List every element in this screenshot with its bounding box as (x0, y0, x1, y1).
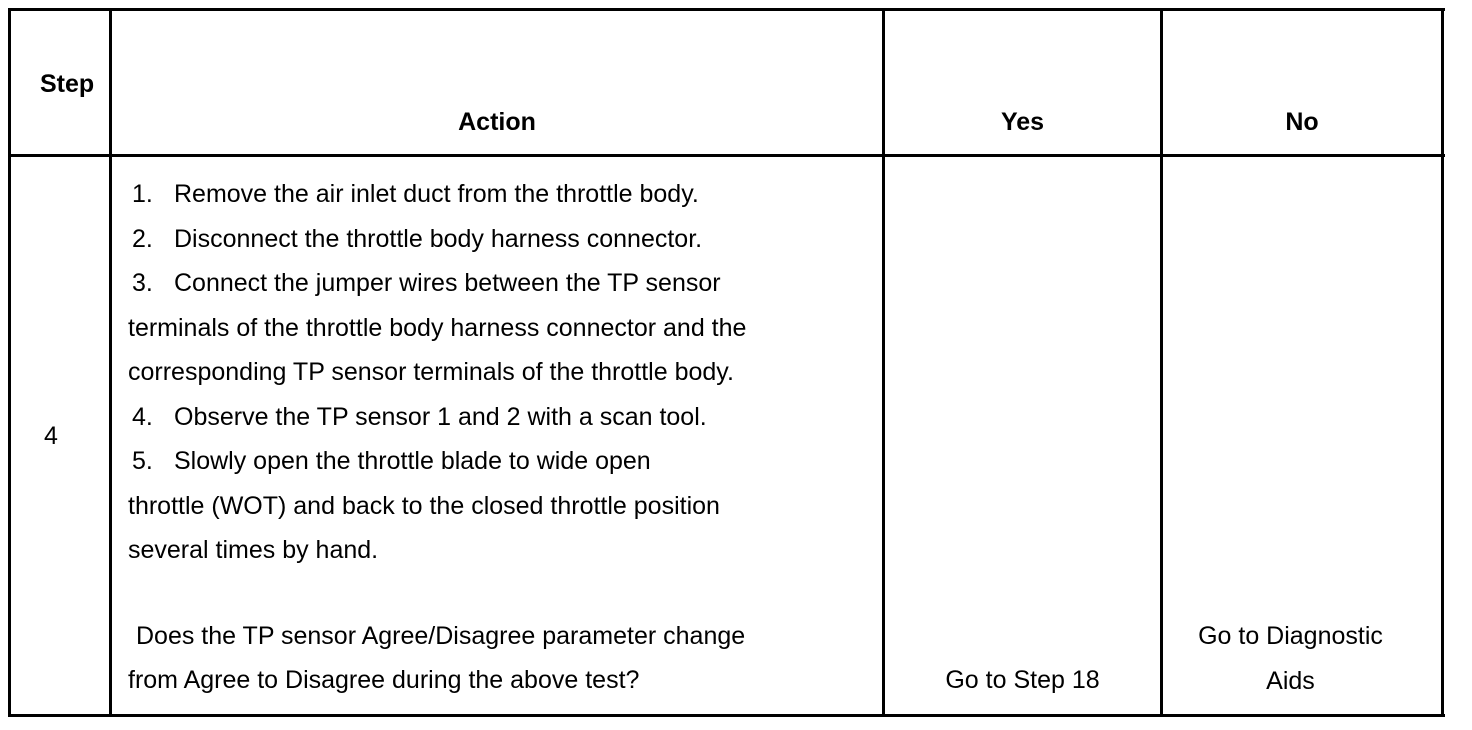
no-result-line-2: Aids (1266, 666, 1315, 695)
question-line-2: from Agree to Disagree during the above test? (128, 666, 640, 694)
table-border-bottom (8, 714, 1445, 717)
header-step: Step (40, 70, 95, 98)
action-line: corresponding TP sensor terminals of the throttle body. (128, 358, 734, 386)
no-result-line-1: Go to Diagnostic (1198, 622, 1383, 650)
table-border-top (8, 8, 1445, 11)
action-line: 4. Observe the TP sensor 1 and 2 with a scan tool. (132, 402, 707, 431)
no-result (1163, 614, 1418, 703)
yes-result: Go to Step 18 (945, 666, 1100, 694)
header-action: Action (458, 108, 536, 136)
action-line: throttle (WOT) and back to the closed throttle position (128, 491, 720, 520)
spacer (128, 573, 746, 614)
header-divider (8, 154, 1445, 157)
action-line: 3. Connect the jumper wires between the TP sensor (132, 269, 721, 297)
action-cell (128, 172, 746, 703)
step-number: 4 (44, 422, 58, 450)
table-border-left (8, 8, 11, 717)
action-line: 2. Disconnect the throttle body harness connector. (132, 224, 703, 253)
action-line: terminals of the throttle body harness connector and the (128, 313, 747, 342)
action-line: 5. Slowly open the throttle blade to wide open (132, 447, 651, 475)
header-no: No (1285, 108, 1319, 136)
action-line: several times by hand. (128, 536, 379, 564)
action-line: 1. Remove the air inlet duct from the throttle body. (132, 180, 699, 208)
question-line-1: Does the TP sensor Agree/Disagree parameter change (136, 621, 746, 650)
table-border-right (1441, 8, 1444, 717)
header-yes: Yes (1000, 108, 1045, 136)
